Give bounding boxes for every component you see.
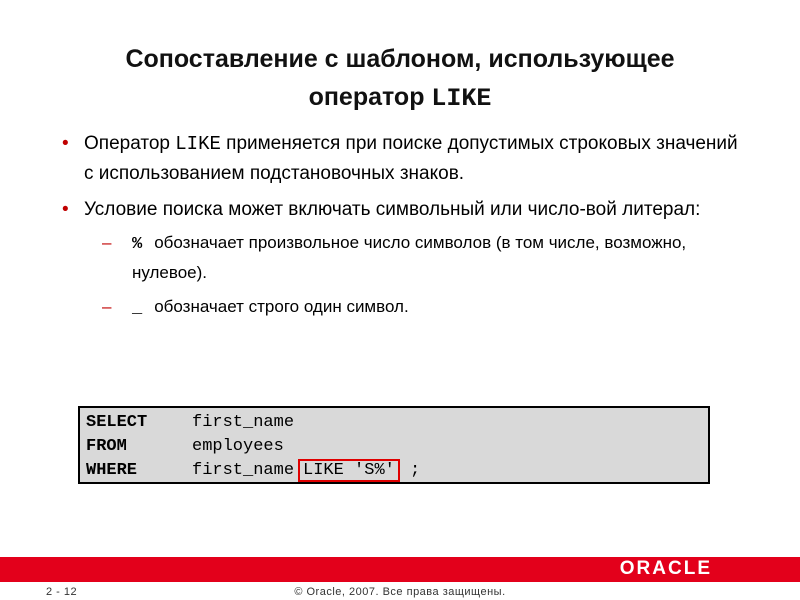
sql-text: first_name [192, 413, 295, 432]
code-line [86, 435, 284, 459]
footer-red-bar [0, 557, 800, 582]
code-line [86, 411, 294, 435]
bullet-item [62, 129, 742, 189]
title-line-2 [40, 78, 760, 118]
sql-keyword: WHERE [86, 461, 138, 480]
bullet-text: Условие поиска может включать символьный или число-вой литерал: [84, 199, 701, 220]
bullet-text: Оператор [84, 133, 176, 154]
sql-text: first_name [192, 461, 295, 480]
like-highlight-box: LIKE 'S%' [298, 459, 400, 482]
wildcard-symbol: % [132, 235, 143, 254]
slide-title [40, 40, 760, 118]
sql-keyword: FROM [86, 437, 127, 456]
sql-code-block [78, 406, 710, 484]
sub-bullet-text: обозначает произвольное число символов (в том числе, возможно, нулевое). [132, 233, 687, 282]
sub-bullet-item [62, 229, 742, 287]
oracle-logo: ORACLE [619, 558, 712, 579]
bullet-like-keyword: LIKE [175, 133, 221, 155]
sql-terminator: ; [399, 461, 421, 480]
sql-keyword: SELECT [86, 413, 148, 432]
bullet-list [62, 129, 742, 323]
title-line-1: Сопоставление с шаблоном, использующее [125, 45, 675, 73]
sub-bullet-item [62, 293, 742, 323]
title-like-keyword: LIKE [431, 84, 492, 113]
copyright-text: © Oracle, 2007. Все права защищены. [294, 586, 506, 598]
page-number: 2 - 12 [46, 586, 78, 598]
bullet-dot-icon: • [62, 133, 69, 154]
dash-icon: – [102, 233, 112, 252]
bullet-dot-icon: • [62, 199, 69, 220]
wildcard-symbol: _ [132, 299, 143, 318]
sub-bullet-text: обозначает строго один символ. [154, 297, 409, 316]
bullet-text: применяется при поиске допустимых строковых значений с использованием подстановочных знаков. [84, 133, 738, 184]
code-line [86, 459, 420, 483]
bullet-item [62, 195, 742, 225]
sql-text: employees [192, 437, 284, 456]
title-line-2-text: оператор [308, 83, 432, 111]
dash-icon: – [102, 297, 112, 316]
